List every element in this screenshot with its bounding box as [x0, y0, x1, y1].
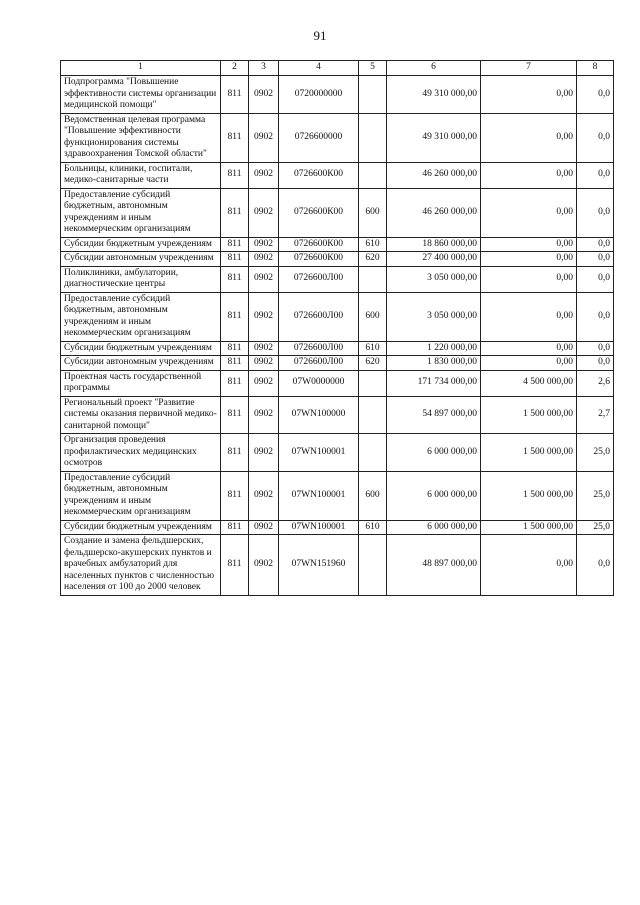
row-actual-amount: 0,00	[481, 188, 577, 237]
row-expense-type	[359, 434, 387, 472]
row-section-code: 0902	[249, 370, 279, 396]
table-row	[61, 396, 614, 434]
table-row	[61, 471, 614, 520]
row-target-article: 0726600Л00	[279, 356, 359, 371]
row-target-article: 0720000000	[279, 76, 359, 114]
row-expense-type	[359, 162, 387, 188]
table-row	[61, 252, 614, 267]
row-plan-amount: 3 050 000,00	[387, 292, 481, 341]
page-number: 91	[313, 28, 327, 43]
row-percent: 0,0	[577, 237, 614, 252]
row-expense-type	[359, 396, 387, 434]
row-ministry-code: 811	[221, 520, 249, 535]
row-name: Субсидии бюджетным учреждениям	[61, 520, 221, 535]
row-ministry-code: 811	[221, 252, 249, 267]
row-plan-amount: 1 220 000,00	[387, 341, 481, 356]
row-actual-amount: 1 500 000,00	[481, 520, 577, 535]
row-percent: 0,0	[577, 76, 614, 114]
row-ministry-code: 811	[221, 237, 249, 252]
row-target-article: 0726600Л00	[279, 341, 359, 356]
row-plan-amount: 18 860 000,00	[387, 237, 481, 252]
row-expense-type: 610	[359, 341, 387, 356]
row-name: Предоставление субсидий бюджетным, автономным учреждениям и иным некоммерческим организациям	[61, 292, 221, 341]
row-section-code: 0902	[249, 237, 279, 252]
row-target-article: 07WN100000	[279, 396, 359, 434]
row-percent: 0,0	[577, 266, 614, 292]
table-body	[61, 76, 614, 596]
row-section-code: 0902	[249, 434, 279, 472]
row-ministry-code: 811	[221, 535, 249, 596]
row-plan-amount: 6 000 000,00	[387, 434, 481, 472]
row-actual-amount: 0,00	[481, 292, 577, 341]
row-name: Предоставление субсидий бюджетным, автономным учреждениям и иным некоммерческим организациям	[61, 188, 221, 237]
row-actual-amount: 0,00	[481, 252, 577, 267]
budget-table	[60, 60, 614, 596]
row-percent: 0,0	[577, 535, 614, 596]
column-header: 6	[387, 61, 481, 76]
row-name: Ведомственная целевая программа "Повышение эффективности функционирования системы здравоохранения Томской области"	[61, 113, 221, 162]
table-row	[61, 370, 614, 396]
row-plan-amount: 48 897 000,00	[387, 535, 481, 596]
row-name: Поликлиники, амбулатории, диагностические центры	[61, 266, 221, 292]
row-name: Больницы, клиники, госпитали, медико-санитарные части	[61, 162, 221, 188]
row-actual-amount: 1 500 000,00	[481, 434, 577, 472]
table-row	[61, 356, 614, 371]
row-plan-amount: 1 830 000,00	[387, 356, 481, 371]
row-target-article: 0726600Л00	[279, 266, 359, 292]
row-target-article: 07WN100001	[279, 434, 359, 472]
row-section-code: 0902	[249, 341, 279, 356]
row-percent: 25,0	[577, 434, 614, 472]
row-expense-type	[359, 535, 387, 596]
row-expense-type: 620	[359, 252, 387, 267]
row-ministry-code: 811	[221, 370, 249, 396]
row-plan-amount: 46 260 000,00	[387, 188, 481, 237]
row-name: Субсидии автономным учреждениям	[61, 356, 221, 371]
row-ministry-code: 811	[221, 266, 249, 292]
row-percent: 0,0	[577, 356, 614, 371]
row-percent: 0,0	[577, 292, 614, 341]
row-actual-amount: 0,00	[481, 113, 577, 162]
row-section-code: 0902	[249, 520, 279, 535]
row-percent: 0,0	[577, 113, 614, 162]
row-section-code: 0902	[249, 252, 279, 267]
column-header: 2	[221, 61, 249, 76]
row-plan-amount: 171 734 000,00	[387, 370, 481, 396]
row-target-article: 07WN151960	[279, 535, 359, 596]
row-expense-type: 610	[359, 237, 387, 252]
row-expense-type	[359, 370, 387, 396]
row-target-article: 0726600К00	[279, 252, 359, 267]
row-section-code: 0902	[249, 113, 279, 162]
row-name: Субсидии бюджетным учреждениям	[61, 237, 221, 252]
row-ministry-code: 811	[221, 188, 249, 237]
row-actual-amount: 0,00	[481, 162, 577, 188]
row-actual-amount: 4 500 000,00	[481, 370, 577, 396]
row-name: Субсидии автономным учреждениям	[61, 252, 221, 267]
row-section-code: 0902	[249, 266, 279, 292]
table-row	[61, 535, 614, 596]
row-section-code: 0902	[249, 471, 279, 520]
row-target-article: 07WN100001	[279, 520, 359, 535]
row-expense-type	[359, 266, 387, 292]
row-expense-type: 600	[359, 292, 387, 341]
row-actual-amount: 0,00	[481, 237, 577, 252]
row-actual-amount: 0,00	[481, 76, 577, 114]
row-ministry-code: 811	[221, 396, 249, 434]
row-section-code: 0902	[249, 396, 279, 434]
row-name: Субсидии бюджетным учреждениям	[61, 341, 221, 356]
row-ministry-code: 811	[221, 76, 249, 114]
row-plan-amount: 6 000 000,00	[387, 471, 481, 520]
row-expense-type	[359, 76, 387, 114]
row-section-code: 0902	[249, 356, 279, 371]
row-section-code: 0902	[249, 188, 279, 237]
row-expense-type	[359, 113, 387, 162]
row-ministry-code: 811	[221, 113, 249, 162]
row-target-article: 0726600Л00	[279, 292, 359, 341]
row-target-article: 07WN100001	[279, 471, 359, 520]
table-header-row	[61, 61, 614, 76]
row-percent: 0,0	[577, 252, 614, 267]
column-header: 3	[249, 61, 279, 76]
row-target-article: 0726600К00	[279, 188, 359, 237]
row-target-article: 07W0000000	[279, 370, 359, 396]
row-plan-amount: 27 400 000,00	[387, 252, 481, 267]
column-header: 4	[279, 61, 359, 76]
row-ministry-code: 811	[221, 341, 249, 356]
table-row	[61, 434, 614, 472]
row-expense-type: 600	[359, 188, 387, 237]
table-row	[61, 341, 614, 356]
row-percent: 0,0	[577, 162, 614, 188]
row-name: Проектная часть государственной программы	[61, 370, 221, 396]
row-target-article: 0726600К00	[279, 237, 359, 252]
table-row	[61, 266, 614, 292]
column-header: 1	[61, 61, 221, 76]
row-actual-amount: 0,00	[481, 266, 577, 292]
row-expense-type: 620	[359, 356, 387, 371]
table-row	[61, 188, 614, 237]
row-name: Региональный проект "Развитие системы оказания первичной медико-санитарной помощи"	[61, 396, 221, 434]
row-percent: 25,0	[577, 520, 614, 535]
row-expense-type: 600	[359, 471, 387, 520]
column-header: 8	[577, 61, 614, 76]
row-actual-amount: 1 500 000,00	[481, 471, 577, 520]
table-row	[61, 520, 614, 535]
table-row	[61, 113, 614, 162]
row-name: Подпрограмма "Повышение эффективности системы организации медицинской помощи"	[61, 76, 221, 114]
row-expense-type: 610	[359, 520, 387, 535]
row-percent: 25,0	[577, 471, 614, 520]
row-ministry-code: 811	[221, 356, 249, 371]
row-plan-amount: 3 050 000,00	[387, 266, 481, 292]
row-plan-amount: 46 260 000,00	[387, 162, 481, 188]
row-plan-amount: 54 897 000,00	[387, 396, 481, 434]
row-name: Создание и замена фельдшерских, фельдшерско-акушерских пунктов и врачебных амбулаторий для населенных пунктов с численностью населения от 100 до 2000 человек	[61, 535, 221, 596]
row-section-code: 0902	[249, 292, 279, 341]
row-plan-amount: 6 000 000,00	[387, 520, 481, 535]
row-section-code: 0902	[249, 162, 279, 188]
column-header: 5	[359, 61, 387, 76]
row-section-code: 0902	[249, 76, 279, 114]
row-plan-amount: 49 310 000,00	[387, 76, 481, 114]
table-row	[61, 292, 614, 341]
row-percent: 2,7	[577, 396, 614, 434]
row-actual-amount: 0,00	[481, 341, 577, 356]
row-ministry-code: 811	[221, 471, 249, 520]
row-target-article: 0726600000	[279, 113, 359, 162]
table-row	[61, 162, 614, 188]
row-ministry-code: 811	[221, 162, 249, 188]
table-row	[61, 237, 614, 252]
row-percent: 2,6	[577, 370, 614, 396]
row-section-code: 0902	[249, 535, 279, 596]
row-target-article: 0726600К00	[279, 162, 359, 188]
column-header: 7	[481, 61, 577, 76]
row-actual-amount: 1 500 000,00	[481, 396, 577, 434]
row-name: Организация проведения профилактических медицинских осмотров	[61, 434, 221, 472]
row-actual-amount: 0,00	[481, 535, 577, 596]
row-percent: 0,0	[577, 341, 614, 356]
row-name: Предоставление субсидий бюджетным, автономным учреждениям и иным некоммерческим организациям	[61, 471, 221, 520]
row-percent: 0,0	[577, 188, 614, 237]
row-actual-amount: 0,00	[481, 356, 577, 371]
row-plan-amount: 49 310 000,00	[387, 113, 481, 162]
row-ministry-code: 811	[221, 292, 249, 341]
row-ministry-code: 811	[221, 434, 249, 472]
table-row	[61, 76, 614, 114]
